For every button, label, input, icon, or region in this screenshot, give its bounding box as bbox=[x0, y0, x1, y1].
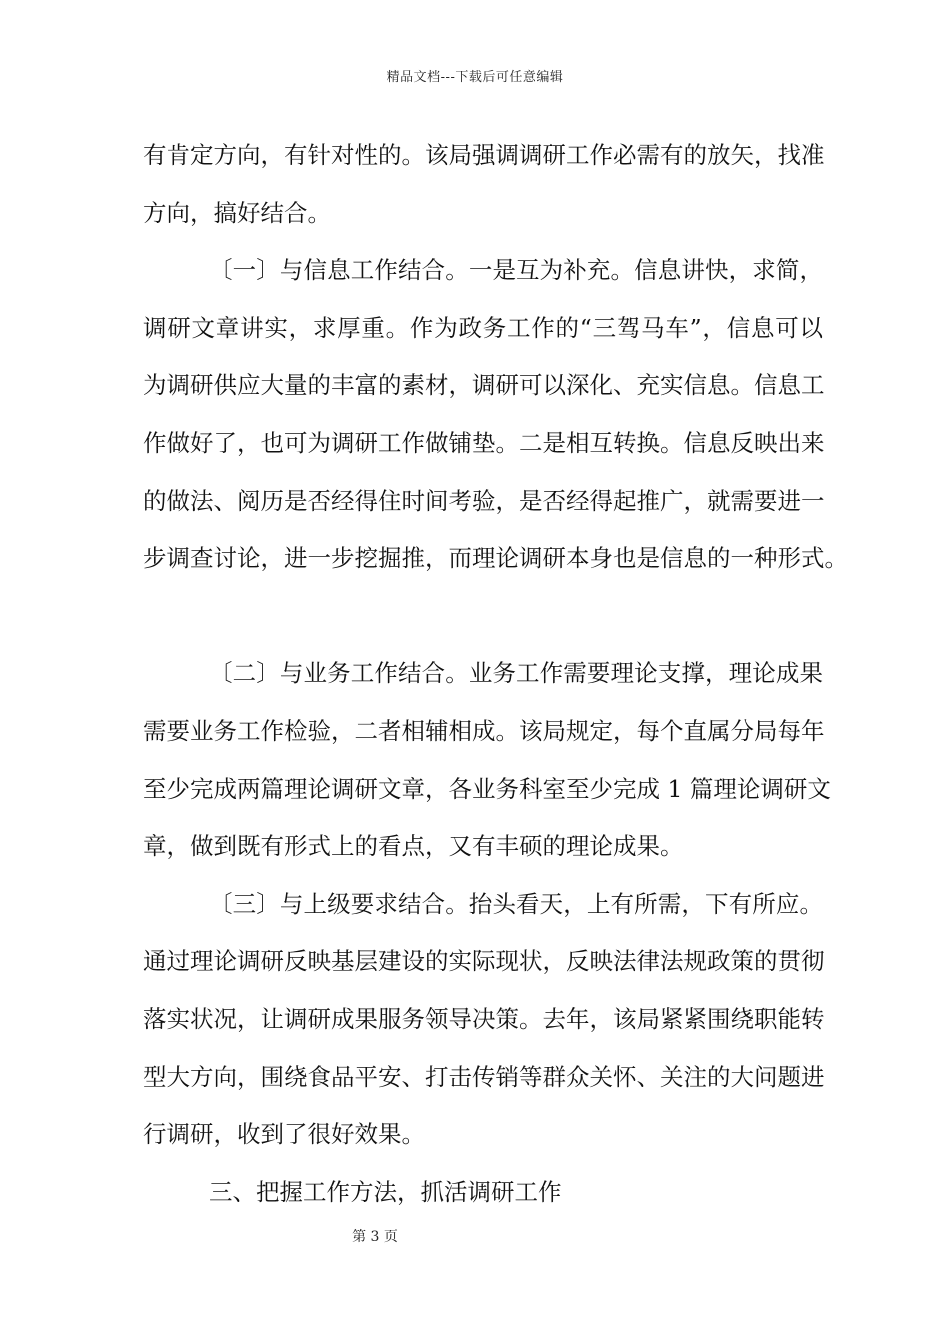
text-line: 的做法、阅历是否经得住时间考验，是否经得起推广，就需要进一 bbox=[143, 486, 825, 515]
text-line: 落实状况，让调研成果服务领导决策。去年，该局紧紧围绕职能转 bbox=[143, 1004, 825, 1033]
text-line: 作做好了，也可为调研工作做铺垫。二是相互转换。信息反映出来 bbox=[143, 428, 825, 457]
text-line: 有肯定方向，有针对性的。该局强调调研工作必需有的放矢，找准 bbox=[143, 141, 825, 169]
text-line: 通过理论调研反映基层建设的实际现状，反映法律法规政策的贯彻 bbox=[143, 947, 825, 976]
text-line: 行调研，收到了很好效果。 bbox=[143, 1120, 425, 1149]
text-line: 〔一〕与信息工作结合。一是互为补充。信息讲快，求简， bbox=[209, 256, 823, 285]
text-line: 调研文章讲实，求厚重。作为政务工作的“三驾马车”，信息可以 bbox=[143, 313, 823, 342]
text-line: 〔三〕与上级要求结合。抬头看天，上有所需，下有所应。 bbox=[209, 889, 823, 918]
text-line: 至少完成两篇理论调研文章，各业务科室至少完成 1 篇理论调研文 bbox=[143, 774, 831, 803]
text-line: 章，做到既有形式上的看点，又有丰硕的理论成果。 bbox=[143, 832, 684, 861]
page-header: 精品文档---下载后可任意编辑 bbox=[386, 70, 564, 85]
text-line: 步调查讨论，进一步挖掘推，而理论调研本身也是信息的一种形式。 bbox=[143, 544, 848, 573]
text-line: 需要业务工作检验，二者相辅相成。该局规定，每个直属分局每年 bbox=[143, 716, 825, 745]
text-line: 〔二〕与业务工作结合。业务工作需要理论支撑，理论成果 bbox=[209, 659, 823, 688]
document-body bbox=[143, 127, 848, 1221]
section-heading: 三、把握工作方法，抓活调研工作 bbox=[209, 1177, 562, 1206]
text-line: 方向，搞好结合。 bbox=[143, 198, 331, 227]
text-line: 型大方向，围绕食品平安、打击传销等群众关怀、关注的大问题进 bbox=[143, 1062, 825, 1091]
paragraph-gap bbox=[143, 588, 823, 646]
page-number: 第 3 页 bbox=[352, 1229, 398, 1245]
text-line: 为调研供应大量的丰富的素材，调研可以深化、充实信息。信息工 bbox=[143, 371, 825, 400]
